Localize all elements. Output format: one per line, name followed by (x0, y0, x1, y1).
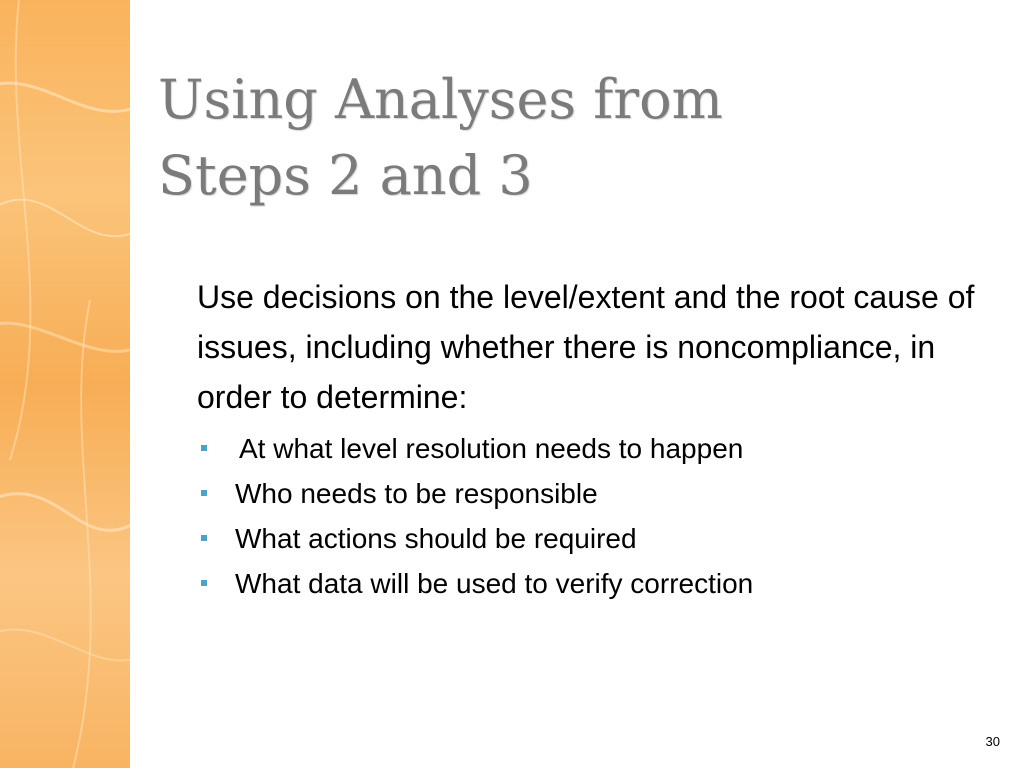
slide-title-line-1: Using Analyses from (158, 68, 723, 131)
page-number: 30 (985, 734, 1000, 749)
bullet-item (197, 561, 977, 606)
square-bullet-icon (201, 580, 207, 586)
decorative-swirl-pattern (0, 0, 130, 768)
bullet-text: What data will be used to verify correction (235, 568, 754, 599)
bullet-item (197, 426, 977, 471)
square-bullet-icon (201, 490, 207, 496)
square-bullet-icon (201, 445, 207, 451)
bullet-text: What actions should be required (235, 523, 637, 554)
bullet-text: Who needs to be responsible (235, 478, 598, 509)
square-bullet-icon (201, 535, 207, 541)
intro-paragraph: Use decisions on the level/extent and the root cause of issues, including whether there is noncompliance, in order to determine: (197, 279, 975, 415)
decorative-side-band (0, 0, 130, 768)
bullet-list (197, 426, 977, 606)
slide-title-line-2: Steps 2 and 3 (158, 144, 533, 207)
bullet-item (197, 516, 977, 561)
slide-title (158, 62, 978, 214)
bullet-item (197, 471, 977, 516)
bullet-text: At what level resolution needs to happen (239, 433, 744, 464)
